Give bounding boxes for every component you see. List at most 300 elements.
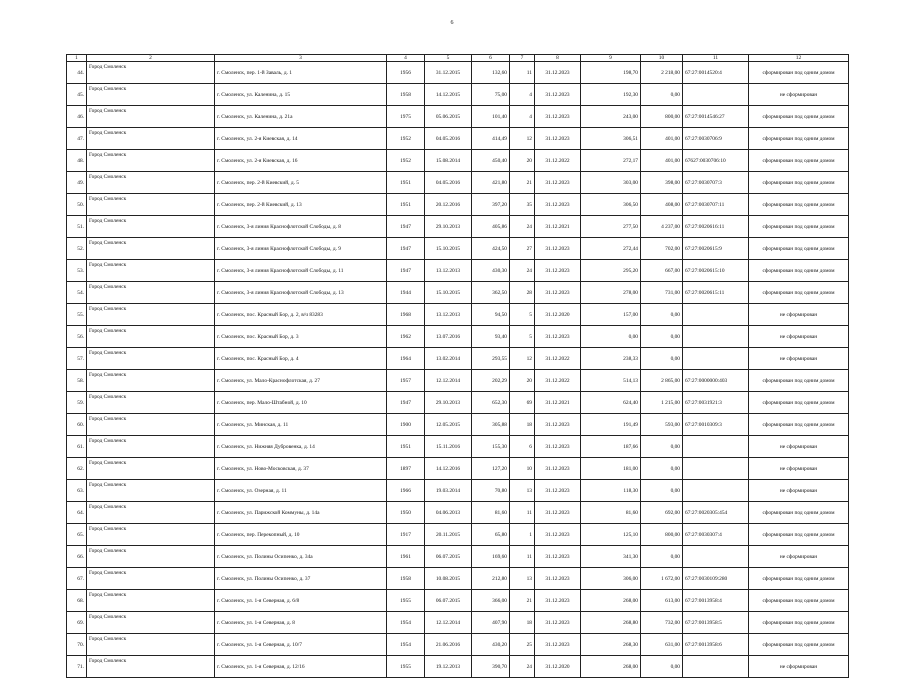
land-status-cell: сформирован под одним домом xyxy=(749,128,849,150)
residents-count-cell: 21 xyxy=(510,172,535,194)
planned-date-cell: 31.12.2023 xyxy=(535,436,581,458)
planned-date-cell: 31.12.2023 xyxy=(535,502,581,524)
municipality-cell: Город Смоленск xyxy=(87,62,215,84)
value-col9-cell: 272,44 xyxy=(581,238,641,260)
planned-date-cell: 31.12.2023 xyxy=(535,590,581,612)
land-status-cell: не сформирован xyxy=(749,480,849,502)
column-number-row xyxy=(67,55,849,62)
land-area-cell: 692,00 xyxy=(641,502,683,524)
inclusion-date-cell: 15.10.2015 xyxy=(425,238,472,260)
build-year-cell: 1951 xyxy=(387,194,425,216)
cadastral-number-cell: 67627:0030706:10 xyxy=(683,150,749,172)
inclusion-date-cell: 13.12.2013 xyxy=(425,260,472,282)
planned-date-cell: 31.12.2023 xyxy=(535,282,581,304)
inclusion-date-cell: 12.12.2014 xyxy=(425,612,472,634)
column-number: 11 xyxy=(683,55,749,62)
table-row xyxy=(67,568,849,590)
row-number-cell: 64. xyxy=(67,502,87,524)
build-year-cell: 1952 xyxy=(387,150,425,172)
column-number: 3 xyxy=(215,55,387,62)
value-col9-cell: 277,50 xyxy=(581,216,641,238)
row-number-cell: 48. xyxy=(67,150,87,172)
municipality-cell: Город Смоленск xyxy=(87,260,215,282)
land-status-cell: сформирован под одним домом xyxy=(749,502,849,524)
planned-date-cell: 31.12.2022 xyxy=(535,150,581,172)
land-area-cell: 1 215,00 xyxy=(641,392,683,414)
row-number-cell: 57. xyxy=(67,348,87,370)
residents-count-cell: 1 xyxy=(510,524,535,546)
row-number-cell: 66. xyxy=(67,546,87,568)
land-status-cell: сформирован под одним домом xyxy=(749,392,849,414)
land-area-cell: 1 672,00 xyxy=(641,568,683,590)
table-row xyxy=(67,106,849,128)
column-number: 8 xyxy=(535,55,581,62)
cadastral-number-cell xyxy=(683,326,749,348)
column-number: 4 xyxy=(387,55,425,62)
municipality-cell: Город Смоленск xyxy=(87,436,215,458)
inclusion-date-cell: 29.10.2013 xyxy=(425,392,472,414)
column-number: 5 xyxy=(425,55,472,62)
land-status-cell: сформирован под одним домом xyxy=(749,260,849,282)
address-cell: г. Смоленск, ул. 1-я Северная, д. 6/8 xyxy=(215,590,387,612)
value-col9-cell: 125,10 xyxy=(581,524,641,546)
build-year-cell: 1951 xyxy=(387,172,425,194)
land-status-cell: сформирован под одним домом xyxy=(749,62,849,84)
build-year-cell: 1958 xyxy=(387,84,425,106)
municipality-cell: Город Смоленск xyxy=(87,612,215,634)
table-row xyxy=(67,238,849,260)
land-area-cell: 731,00 xyxy=(641,282,683,304)
address-cell: г. Смоленск, ул. Каленина, д. 21а xyxy=(215,106,387,128)
address-cell: г. Смоленск, ул. Нижняя Дубровенка, д. 14 xyxy=(215,436,387,458)
residents-count-cell: 24 xyxy=(510,216,535,238)
planned-date-cell: 31.12.2023 xyxy=(535,84,581,106)
row-number-cell: 70. xyxy=(67,634,87,656)
value-col9-cell: 81,60 xyxy=(581,502,641,524)
row-number-cell: 59. xyxy=(67,392,87,414)
residents-count-cell: 24 xyxy=(510,656,535,678)
planned-date-cell: 31.12.2023 xyxy=(535,414,581,436)
value-col9-cell: 306,00 xyxy=(581,568,641,590)
cadastral-number-cell: 67:27:0020615:9 xyxy=(683,238,749,260)
residents-count-cell: 20 xyxy=(510,150,535,172)
row-number-cell: 51. xyxy=(67,216,87,238)
address-cell: г. Смоленск, пер. Мало-Штабной, д. 10 xyxy=(215,392,387,414)
municipality-cell: Город Смоленск xyxy=(87,106,215,128)
row-number-cell: 55. xyxy=(67,304,87,326)
row-number-cell: 67. xyxy=(67,568,87,590)
build-year-cell: 1962 xyxy=(387,326,425,348)
row-number-cell: 58. xyxy=(67,370,87,392)
residents-count-cell: 28 xyxy=(510,282,535,304)
address-cell: г. Смоленск, пер. Перекопный, д. 10 xyxy=(215,524,387,546)
table-row xyxy=(67,436,849,458)
build-year-cell: 1966 xyxy=(387,480,425,502)
inclusion-date-cell: 14.12.2015 xyxy=(425,84,472,106)
column-number: 7 xyxy=(510,55,535,62)
area-cell: 70,80 xyxy=(472,480,510,502)
row-number-cell: 68. xyxy=(67,590,87,612)
planned-date-cell: 31.12.2023 xyxy=(535,326,581,348)
build-year-cell: 1975 xyxy=(387,106,425,128)
cadastral-number-cell: 67:27:0013958:5 xyxy=(683,612,749,634)
build-year-cell: 1958 xyxy=(387,568,425,590)
planned-date-cell: 31.12.2020 xyxy=(535,656,581,678)
value-col9-cell: 243,00 xyxy=(581,106,641,128)
table-row xyxy=(67,62,849,84)
municipality-cell: Город Смоленск xyxy=(87,84,215,106)
land-area-cell: 2 865,00 xyxy=(641,370,683,392)
address-cell: г. Смоленск, ул. Полины Осипенко, д. 34а xyxy=(215,546,387,568)
value-col9-cell: 198,70 xyxy=(581,62,641,84)
area-cell: 127,20 xyxy=(472,458,510,480)
land-status-cell: сформирован под одним домом xyxy=(749,414,849,436)
build-year-cell: 1957 xyxy=(387,370,425,392)
land-status-cell: не сформирован xyxy=(749,326,849,348)
build-year-cell: 1955 xyxy=(387,590,425,612)
inclusion-date-cell: 31.12.2015 xyxy=(425,62,472,84)
table-row xyxy=(67,590,849,612)
table-row xyxy=(67,216,849,238)
table-row xyxy=(67,172,849,194)
column-number: 10 xyxy=(641,55,683,62)
row-number-cell: 54. xyxy=(67,282,87,304)
municipality-cell: Город Смоленск xyxy=(87,546,215,568)
cadastral-number-cell: 67:27:0010309:3 xyxy=(683,414,749,436)
table-row xyxy=(67,414,849,436)
land-area-cell: 0,00 xyxy=(641,546,683,568)
address-cell: г. Смоленск, ул. 2-я Киевская, д. 16 xyxy=(215,150,387,172)
cadastral-number-cell: 67:27:0020615:11 xyxy=(683,282,749,304)
planned-date-cell: 31.12.2021 xyxy=(535,392,581,414)
row-number-cell: 65. xyxy=(67,524,87,546)
inclusion-date-cell: 13.02.2014 xyxy=(425,348,472,370)
address-cell: г. Смоленск, ул. 1-я Северная, д. 12/16 xyxy=(215,656,387,678)
cadastral-number-cell xyxy=(683,436,749,458)
residents-count-cell: 27 xyxy=(510,238,535,260)
land-status-cell: сформирован под одним домом xyxy=(749,106,849,128)
land-status-cell: не сформирован xyxy=(749,458,849,480)
address-cell: г. Смоленск, ул. Ново-Московская, д. 37 xyxy=(215,458,387,480)
inclusion-date-cell: 10.08.2015 xyxy=(425,568,472,590)
municipality-cell: Город Смоленск xyxy=(87,370,215,392)
table-row xyxy=(67,546,849,568)
cadastral-number-cell: 67:27:0000000:403 xyxy=(683,370,749,392)
land-area-cell: 593,00 xyxy=(641,414,683,436)
column-number: 6 xyxy=(472,55,510,62)
value-col9-cell: 341,30 xyxy=(581,546,641,568)
build-year-cell: 1897 xyxy=(387,458,425,480)
value-col9-cell: 268,30 xyxy=(581,634,641,656)
municipality-cell: Город Смоленск xyxy=(87,392,215,414)
residents-count-cell: 5 xyxy=(510,304,535,326)
land-status-cell: сформирован под одним домом xyxy=(749,194,849,216)
cadastral-number-cell: 67:27:0014546:27 xyxy=(683,106,749,128)
land-area-cell: 0,00 xyxy=(641,84,683,106)
build-year-cell: 1952 xyxy=(387,128,425,150)
address-cell: г. Смоленск, ул. Озерная, д. 11 xyxy=(215,480,387,502)
land-area-cell: 613,00 xyxy=(641,590,683,612)
planned-date-cell: 31.12.2023 xyxy=(535,546,581,568)
table-row xyxy=(67,502,849,524)
planned-date-cell: 31.12.2023 xyxy=(535,612,581,634)
inclusion-date-cell: 29.10.2013 xyxy=(425,216,472,238)
land-status-cell: сформирован под одним домом xyxy=(749,568,849,590)
value-col9-cell: 306,50 xyxy=(581,194,641,216)
residents-count-cell: 69 xyxy=(510,392,535,414)
area-cell: 652,30 xyxy=(472,392,510,414)
cadastral-number-cell xyxy=(683,304,749,326)
residents-count-cell: 20 xyxy=(510,370,535,392)
area-cell: 405,86 xyxy=(472,216,510,238)
value-col9-cell: 303,00 xyxy=(581,172,641,194)
municipality-cell: Город Смоленск xyxy=(87,524,215,546)
value-col9-cell: 191,49 xyxy=(581,414,641,436)
value-col9-cell: 187,66 xyxy=(581,436,641,458)
address-cell: г. Смоленск, пер. 2-й Киевский, д. 5 xyxy=(215,172,387,194)
municipality-cell: Город Смоленск xyxy=(87,150,215,172)
build-year-cell: 1947 xyxy=(387,216,425,238)
address-cell: г. Смоленск, ул. Полины Осипенко, д. 37 xyxy=(215,568,387,590)
area-cell: 65,80 xyxy=(472,524,510,546)
planned-date-cell: 31.12.2023 xyxy=(535,260,581,282)
build-year-cell: 1917 xyxy=(387,524,425,546)
area-cell: 169,60 xyxy=(472,546,510,568)
address-cell: г. Смоленск, 3-я линия Краснофлотской Слободы, д. 11 xyxy=(215,260,387,282)
land-status-cell: сформирован под одним домом xyxy=(749,524,849,546)
address-cell: г. Смоленск, ул. 1-я Северная, д. 8 xyxy=(215,612,387,634)
area-cell: 81,60 xyxy=(472,502,510,524)
cadastral-number-cell xyxy=(683,348,749,370)
land-status-cell: не сформирован xyxy=(749,348,849,370)
table-row xyxy=(67,128,849,150)
land-status-cell: сформирован под одним домом xyxy=(749,282,849,304)
table-row xyxy=(67,634,849,656)
municipality-cell: Город Смоленск xyxy=(87,590,215,612)
address-cell: г. Смоленск, ул. Минская, д. 11 xyxy=(215,414,387,436)
build-year-cell: 1951 xyxy=(387,436,425,458)
build-year-cell: 1950 xyxy=(387,502,425,524)
land-status-cell: сформирован под одним домом xyxy=(749,370,849,392)
cadastral-number-cell xyxy=(683,656,749,678)
municipality-cell: Город Смоленск xyxy=(87,348,215,370)
address-cell: г. Смоленск, пер. 1-й Заваль, д. 1 xyxy=(215,62,387,84)
municipality-cell: Город Смоленск xyxy=(87,216,215,238)
land-area-cell: 0,00 xyxy=(641,656,683,678)
inclusion-date-cell: 19.03.2014 xyxy=(425,480,472,502)
address-cell: г. Смоленск, 3-я линия Краснофлотской Слободы, д. 9 xyxy=(215,238,387,260)
residents-count-cell: 24 xyxy=(510,260,535,282)
area-cell: 407,90 xyxy=(472,612,510,634)
value-col9-cell: 268,00 xyxy=(581,590,641,612)
land-area-cell: 4 237,00 xyxy=(641,216,683,238)
value-col9-cell: 192,30 xyxy=(581,84,641,106)
inclusion-date-cell: 15.10.2015 xyxy=(425,282,472,304)
row-number-cell: 44. xyxy=(67,62,87,84)
land-status-cell: не сформирован xyxy=(749,656,849,678)
inclusion-date-cell: 19.12.2013 xyxy=(425,656,472,678)
area-cell: 93,40 xyxy=(472,326,510,348)
cadastral-number-cell xyxy=(683,480,749,502)
table-row xyxy=(67,194,849,216)
municipality-cell: Город Смоленск xyxy=(87,568,215,590)
area-cell: 362,50 xyxy=(472,282,510,304)
build-year-cell: 1944 xyxy=(387,282,425,304)
planned-date-cell: 31.12.2023 xyxy=(535,62,581,84)
land-status-cell: не сформирован xyxy=(749,84,849,106)
municipality-cell: Город Смоленск xyxy=(87,326,215,348)
land-status-cell: не сформирован xyxy=(749,304,849,326)
table-row xyxy=(67,150,849,172)
address-cell: г. Смоленск, ул. Мало-Краснофлотская, д. 27 xyxy=(215,370,387,392)
planned-date-cell: 31.12.2021 xyxy=(535,216,581,238)
value-col9-cell: 306,51 xyxy=(581,128,641,150)
cadastral-number-cell: 67:27:0020305:454 xyxy=(683,502,749,524)
municipality-cell: Город Смоленск xyxy=(87,172,215,194)
build-year-cell: 1947 xyxy=(387,238,425,260)
area-cell: 132,60 xyxy=(472,62,510,84)
address-cell: г. Смоленск, 3-я линия Краснофлотской Слободы, д. 13 xyxy=(215,282,387,304)
residents-count-cell: 12 xyxy=(510,128,535,150)
table-row xyxy=(67,260,849,282)
cadastral-number-cell: 67:27:0030109:280 xyxy=(683,568,749,590)
area-cell: 397,20 xyxy=(472,194,510,216)
column-number: 12 xyxy=(749,55,849,62)
residents-count-cell: 11 xyxy=(510,546,535,568)
residents-count-cell: 18 xyxy=(510,414,535,436)
area-cell: 450,40 xyxy=(472,150,510,172)
residents-count-cell: 6 xyxy=(510,436,535,458)
table-row xyxy=(67,656,849,678)
inclusion-date-cell: 14.12.2016 xyxy=(425,458,472,480)
address-cell: г. Смоленск, ул. Каленина, д. 15 xyxy=(215,84,387,106)
table-row xyxy=(67,282,849,304)
value-col9-cell: 157,00 xyxy=(581,304,641,326)
municipality-cell: Город Смоленск xyxy=(87,304,215,326)
land-status-cell: сформирован под одним домом xyxy=(749,172,849,194)
inclusion-date-cell: 13.07.2016 xyxy=(425,326,472,348)
build-year-cell: 1900 xyxy=(387,414,425,436)
value-col9-cell: 514,13 xyxy=(581,370,641,392)
inclusion-date-cell: 15.11.2016 xyxy=(425,436,472,458)
planned-date-cell: 31.12.2023 xyxy=(535,128,581,150)
value-col9-cell: 268,00 xyxy=(581,656,641,678)
planned-date-cell: 31.12.2020 xyxy=(535,304,581,326)
residents-count-cell: 10 xyxy=(510,458,535,480)
land-status-cell: сформирован под одним домом xyxy=(749,216,849,238)
row-number-cell: 50. xyxy=(67,194,87,216)
planned-date-cell: 31.12.2023 xyxy=(535,238,581,260)
table-row xyxy=(67,612,849,634)
row-number-cell: 52. xyxy=(67,238,87,260)
row-number-cell: 63. xyxy=(67,480,87,502)
build-year-cell: 1954 xyxy=(387,634,425,656)
area-cell: 421,80 xyxy=(472,172,510,194)
page-number: 6 xyxy=(450,20,454,26)
land-area-cell: 401,00 xyxy=(641,128,683,150)
residents-count-cell: 11 xyxy=(510,502,535,524)
land-area-cell: 2 218,00 xyxy=(641,62,683,84)
row-number-cell: 61. xyxy=(67,436,87,458)
planned-date-cell: 31.12.2023 xyxy=(535,458,581,480)
planned-date-cell: 31.12.2023 xyxy=(535,568,581,590)
build-year-cell: 1961 xyxy=(387,546,425,568)
residents-count-cell: 11 xyxy=(510,62,535,84)
area-cell: 414,49 xyxy=(472,128,510,150)
address-cell: г. Смоленск, ул. 2-я Киевская, д. 14 xyxy=(215,128,387,150)
residents-count-cell: 13 xyxy=(510,568,535,590)
inclusion-date-cell: 06.07.2015 xyxy=(425,590,472,612)
build-year-cell: 1955 xyxy=(387,656,425,678)
build-year-cell: 1968 xyxy=(387,304,425,326)
planned-date-cell: 31.12.2023 xyxy=(535,524,581,546)
residents-count-cell: 13 xyxy=(510,480,535,502)
land-area-cell: 0,00 xyxy=(641,480,683,502)
residents-count-cell: 5 xyxy=(510,326,535,348)
land-area-cell: 631,00 xyxy=(641,634,683,656)
cadastral-number-cell xyxy=(683,84,749,106)
row-number-cell: 62. xyxy=(67,458,87,480)
land-area-cell: 0,00 xyxy=(641,304,683,326)
planned-date-cell: 31.12.2022 xyxy=(535,348,581,370)
cadastral-number-cell xyxy=(683,458,749,480)
row-number-cell: 60. xyxy=(67,414,87,436)
housing-register-table xyxy=(66,54,849,678)
value-col9-cell: 118,30 xyxy=(581,480,641,502)
address-cell: г. Смоленск, пос. Красный Бор, д. 4 xyxy=(215,348,387,370)
residents-count-cell: 35 xyxy=(510,194,535,216)
municipality-cell: Город Смоленск xyxy=(87,194,215,216)
inclusion-date-cell: 05.06.2015 xyxy=(425,106,472,128)
table-row xyxy=(67,480,849,502)
land-status-cell: не сформирован xyxy=(749,436,849,458)
residents-count-cell: 12 xyxy=(510,348,535,370)
cadastral-number-cell: 67:27:0030707:3 xyxy=(683,172,749,194)
land-area-cell: 408,00 xyxy=(641,194,683,216)
inclusion-date-cell: 20.11.2015 xyxy=(425,524,472,546)
municipality-cell: Город Смоленск xyxy=(87,128,215,150)
build-year-cell: 1947 xyxy=(387,260,425,282)
cadastral-number-cell: 67:27:0030706:9 xyxy=(683,128,749,150)
planned-date-cell: 31.12.2023 xyxy=(535,194,581,216)
value-col9-cell: 272,17 xyxy=(581,150,641,172)
land-area-cell: 0,00 xyxy=(641,348,683,370)
cadastral-number-cell: 67:27:0030707:11 xyxy=(683,194,749,216)
municipality-cell: Город Смоленск xyxy=(87,414,215,436)
planned-date-cell: 31.12.2023 xyxy=(535,172,581,194)
municipality-cell: Город Смоленск xyxy=(87,656,215,678)
land-area-cell: 0,00 xyxy=(641,436,683,458)
row-number-cell: 46. xyxy=(67,106,87,128)
build-year-cell: 1964 xyxy=(387,348,425,370)
residents-count-cell: 4 xyxy=(510,84,535,106)
table-row xyxy=(67,348,849,370)
land-area-cell: 800,00 xyxy=(641,106,683,128)
table-row xyxy=(67,326,849,348)
municipality-cell: Город Смоленск xyxy=(87,634,215,656)
value-col9-cell: 181,00 xyxy=(581,458,641,480)
table-row xyxy=(67,370,849,392)
land-area-cell: 667,00 xyxy=(641,260,683,282)
row-number-cell: 49. xyxy=(67,172,87,194)
residents-count-cell: 4 xyxy=(510,106,535,128)
area-cell: 366,00 xyxy=(472,590,510,612)
cadastral-number-cell: 67:27:0013958:4 xyxy=(683,590,749,612)
value-col9-cell: 295,20 xyxy=(581,260,641,282)
land-status-cell: не сформирован xyxy=(749,546,849,568)
row-number-cell: 53. xyxy=(67,260,87,282)
value-col9-cell: 0,00 xyxy=(581,326,641,348)
